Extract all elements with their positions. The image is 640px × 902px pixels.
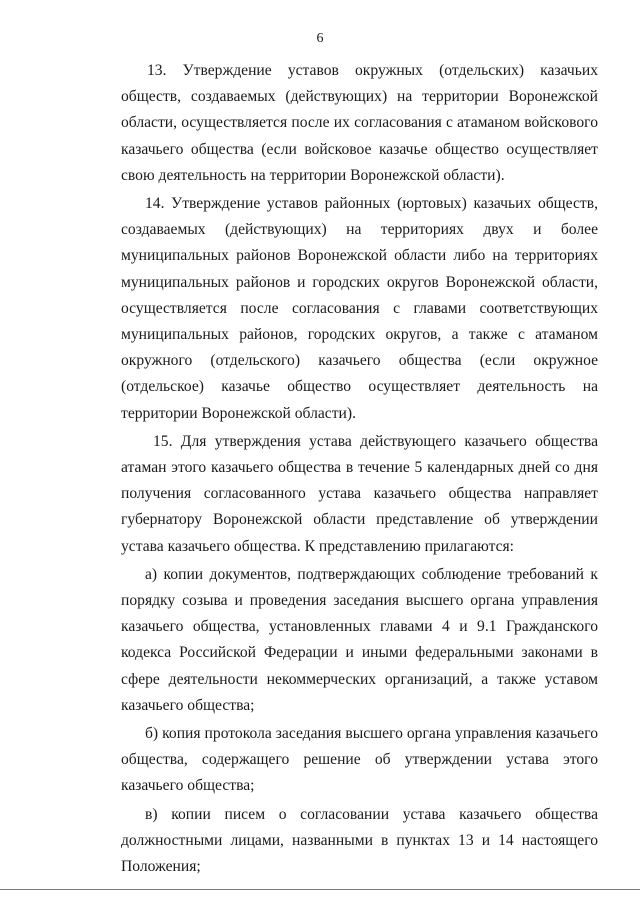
page-number: 6	[316, 31, 324, 46]
paragraph-15b: б) копия протокола заседания высшего органа управления казачьего общества, содержащего решение об утверждении устава этого казачьего общества;	[121, 725, 598, 795]
paragraph-15a: а) копии документов, подтверждающих соблюдение требований к порядку созыва и проведения заседания высшего органа управления казачьего общества, установленных главами 4 и 9.1 Гражданского кодекса Российской Федерации и иными федеральными законами в сфере деятельности некоммерческих организаций, а также уставом казачьего общества;	[121, 565, 598, 714]
document-body	[121, 58, 598, 882]
paragraph-15c: в) копии писем о согласовании устава казачьего общества должностными лицами, названными в пунктах 13 и 14 настоящего Положения;	[121, 805, 598, 876]
paragraph-15: 15. Для утверждения устава действующего казачьего общества атаман этого казачьего общества в течение 5 календарных дней со дня получения согласованного устава казачьего общества направляет губернатору Воронежской области представление об утверждении устава казачьего общества. К представлению прилагаются:	[121, 432, 598, 555]
page-bottom-rule	[0, 889, 640, 890]
paragraph-14: 14. Утверждение уставов районных (юртовых) казачьих обществ, создаваемых (действующих) на территориях двух и более муниципальных районов Воронежской области либо на территориях муниципальных районов и городских округов Воронежской области, осуществляется после согласования с главами соответствующих муниципальных районов, городских округов, а также с атаманом окружного (отдельского) казачьего общества (если окружное (отдельское) казачье общество осуществляет деятельность на территории Воронежской области).	[121, 195, 598, 422]
paragraph-13: 13. Утверждение уставов окружных (отдельских) казачьих обществ, создаваемых (действующих) на территории Воронежской области, осуществляется после их согласования с атаманом войскового казачьего общества (если войсковое казачье общество осуществляет свою деятельность на территории Воронежской области).	[121, 62, 598, 184]
